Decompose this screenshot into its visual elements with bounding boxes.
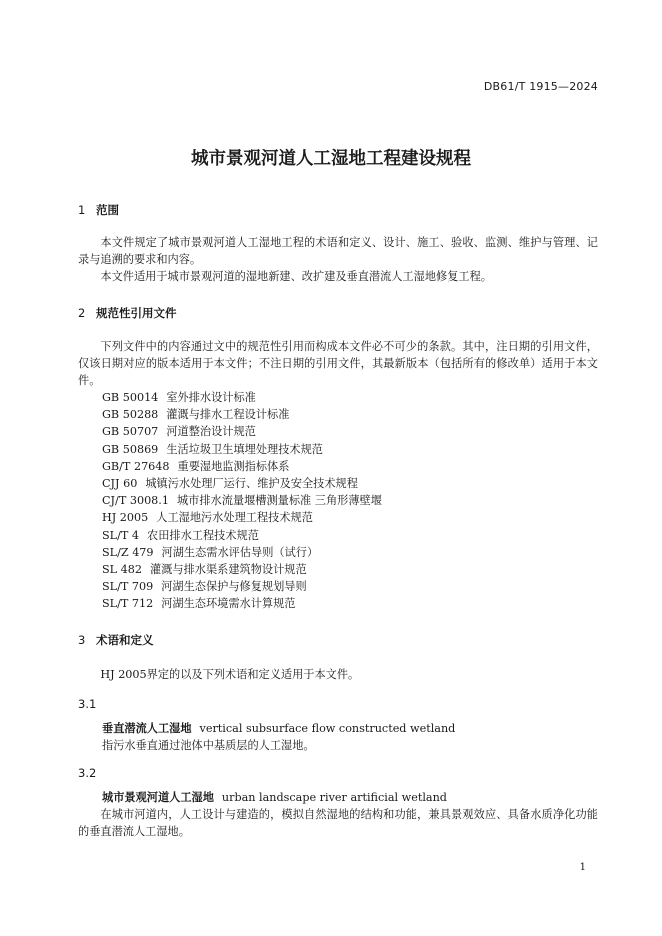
- term-entry: [102, 789, 447, 805]
- clause-number: 3.2: [78, 766, 97, 780]
- reference-item: HJ 2005 人工湿地污水处理工程技术规范: [102, 511, 313, 525]
- section-title: 规范性引用文件: [96, 306, 177, 320]
- reference-item: CJJ 60 城镇污水处理厂运行、维护及安全技术规程: [102, 477, 358, 491]
- reference-item: GB 50014 室外排水设计标准: [102, 391, 256, 404]
- term-entry: [102, 720, 455, 736]
- term-english: urban landscape river artificial wetland: [221, 791, 447, 804]
- section-title: 范围: [96, 203, 119, 217]
- reference-item: SL/T 4 农田排水工程技术规范: [102, 528, 259, 542]
- reference-list: [102, 389, 382, 613]
- terms-intro: HJ 2005界定的以及下列术语和定义适用于本文件。: [100, 668, 360, 681]
- reference-item: SL/T 709 河湖生态保护与修复规划导则: [102, 580, 307, 594]
- section-title: 术语和定义: [96, 633, 154, 647]
- scope-paragraph-1: 本文件规定了城市景观河道人工湿地工程的术语和定义、设计、施工、验收、监测、维护与管理、记录与追溯的要求和内容。: [78, 236, 598, 266]
- term-definition: 在城市河道内，人工设计与建造的，模拟自然湿地的结构和功能，兼具景观效应、具备水质净化功能的垂直潜流人工湿地。: [78, 808, 598, 838]
- reference-item: GB 50288 灌溉与排水工程设计标准: [102, 408, 290, 422]
- section-number: 2: [78, 306, 86, 320]
- reference-item: SL 482 灌溉与排水渠系建筑物设计规范: [102, 563, 307, 577]
- section-heading-references: [78, 305, 177, 321]
- term-chinese: 城市景观河道人工湿地: [102, 791, 214, 804]
- reference-item: GB 50707 河道整治设计规范: [102, 425, 256, 439]
- reference-item: GB/T 27648 重要湿地监测指标体系: [102, 459, 290, 473]
- term-chinese: 垂直潜流人工湿地: [102, 722, 192, 735]
- section-heading-terms: [78, 632, 154, 648]
- section-heading-scope: [78, 202, 119, 218]
- document-title: 城市景观河道人工湿地工程建设规程: [191, 149, 471, 169]
- reference-item: CJ/T 3008.1 城市排水流量堰槽测量标准 三角形薄壁堰: [102, 494, 382, 508]
- term-definition: 指污水垂直通过池体中基质层的人工湿地。: [102, 739, 315, 752]
- scope-paragraph-2: 本文件适用于城市景观河道的湿地新建、改扩建及垂直潜流人工湿地修复工程。: [100, 270, 492, 283]
- reference-item: SL/T 712 河湖生态环境需水计算规范: [102, 597, 296, 611]
- references-intro: 下列文件中的内容通过文中的规范性引用而构成本文件必不可少的条款。其中，注日期的引用文件，仅该日期对应的版本适用于本文件；不注日期的引用文件，其最新版本（包括所有的修改单）适用于本文件。: [78, 340, 598, 387]
- section-number: 1: [78, 203, 86, 217]
- page-number: 1: [579, 862, 586, 873]
- reference-item: SL/Z 479 河湖生态需水评估导则（试行）: [102, 545, 319, 559]
- standard-code: DB61/T 1915—2024: [483, 80, 598, 93]
- section-number: 3: [78, 633, 86, 647]
- clause-number: 3.1: [78, 697, 97, 711]
- reference-item: GB 50869 生活垃圾卫生填埋处理技术规范: [102, 442, 323, 456]
- term-english: vertical subsurface flow constructed wetland: [199, 722, 456, 735]
